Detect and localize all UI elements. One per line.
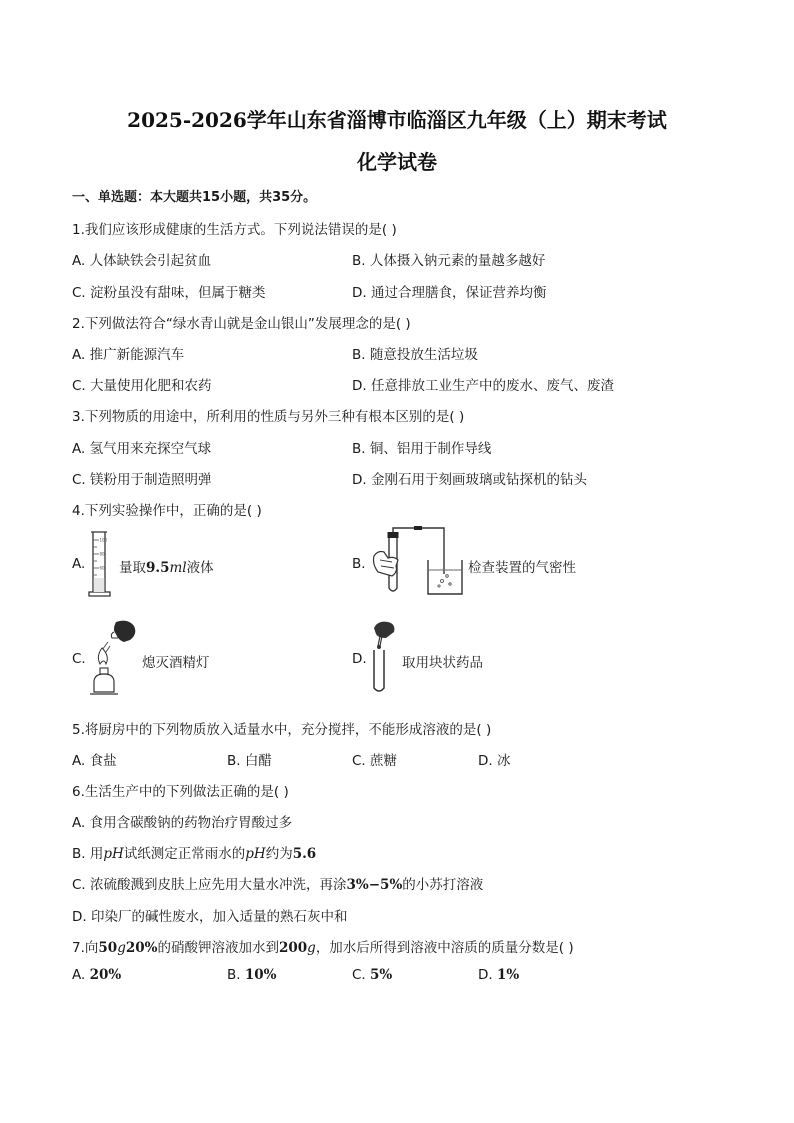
question-7-option-a: A. 20% xyxy=(72,967,122,983)
exam-subtitle: 化学试卷 xyxy=(357,150,437,174)
question-6-option-a: A. 食用含碳酸钠的药物治疗胃酸过多 xyxy=(72,815,293,831)
question-1-option-a: A. 人体缺铁会引起贫血 xyxy=(72,253,212,269)
question-2-option-d: D. 任意排放工业生产中的废水、废气、废渣 xyxy=(352,378,614,394)
question-3-option-d: D. 金刚石用于刻画玻璃或钻探机的钻头 xyxy=(352,472,587,488)
question-3-option-c: C. 镁粉用于制造照明弹 xyxy=(72,472,212,488)
question-4-option-b-letter: B. xyxy=(352,556,366,572)
question-4-option-d-letter: D. xyxy=(352,651,367,667)
question-4-stem: 4.下列实验操作中，正确的是( ) xyxy=(72,503,262,519)
question-4-option-a-letter: A. xyxy=(72,556,86,572)
question-5-option-a: A. 食盐 xyxy=(72,753,117,769)
question-7-option-d: D. 1% xyxy=(478,967,520,983)
question-7-option-b: B. 10% xyxy=(227,967,277,983)
airtightness-check-figure xyxy=(368,526,466,598)
graduated-cylinder-figure xyxy=(86,528,114,600)
question-4-option-c-label: 熄灭酒精灯 xyxy=(142,655,210,671)
question-4-option-c-letter: C. xyxy=(72,651,86,667)
svg-text:100: 100 xyxy=(99,537,108,543)
question-1-stem: 1.我们应该形成健康的生活方式。下列说法错误的是( ) xyxy=(72,222,397,238)
question-2-option-c: C. 大量使用化肥和农药 xyxy=(72,378,212,394)
question-4-option-b-label: 检查装置的气密性 xyxy=(468,560,576,576)
question-6-stem: 6.生活生产中的下列做法正确的是( ) xyxy=(72,784,289,800)
solid-reagent-figure xyxy=(366,618,402,696)
question-1-option-b: B. 人体摄入钠元素的量越多越好 xyxy=(352,253,546,269)
question-3-option-b: B. 铜、铝用于制作导线 xyxy=(352,441,492,457)
question-1-option-c: C. 淀粉虽没有甜味，但属于糖类 xyxy=(72,285,266,301)
svg-text:80: 80 xyxy=(99,551,105,557)
question-3-stem: 3.下列物质的用途中，所利用的性质与另外三种有根本区别的是( ) xyxy=(72,409,465,425)
question-7-option-c: C. 5% xyxy=(352,967,393,983)
question-6-option-d: D. 印染厂的碱性废水，加入适量的熟石灰中和 xyxy=(72,909,348,925)
question-2-option-b: B. 随意投放生活垃圾 xyxy=(352,347,478,363)
question-5-option-c: C. 蔗糖 xyxy=(352,753,398,769)
alcohol-lamp-figure xyxy=(88,618,140,698)
question-5-option-b: B. 白醋 xyxy=(227,753,272,769)
question-7-stem: 7.向50g20%的硝酸钾溶液加水到200g，加水后所得到溶液中溶质的质量分数是( ) xyxy=(72,940,574,956)
question-2-stem: 2.下列做法符合“绿水青山就是金山银山”发展理念的是( ) xyxy=(72,316,411,332)
question-2-option-a: A. 推广新能源汽车 xyxy=(72,347,185,363)
question-6-option-c: C. 浓硫酸溅到皮肤上应先用大量水冲洗，再涂3%−5%的小苏打溶液 xyxy=(72,877,484,893)
question-3-option-a: A. 氢气用来充探空气球 xyxy=(72,441,212,457)
question-4-option-d-label: 取用块状药品 xyxy=(402,655,483,671)
section-heading: 一、单选题：本大题共15小题，共35分。 xyxy=(72,190,317,205)
question-5-option-d: D. 冰 xyxy=(478,753,511,769)
question-6-option-b: B. 用pH试纸测定正常雨水的pH约为5.6 xyxy=(72,846,317,862)
question-4-option-a-label: 量取9.5ml液体 xyxy=(119,560,214,576)
question-1-option-d: D. 通过合理膳食，保证营养均衡 xyxy=(352,285,547,301)
exam-title: 2025-2026学年山东省淄博市临淄区九年级（上）期末考试 xyxy=(127,108,667,132)
question-5-stem: 5.将厨房中的下列物质放入适量水中，充分搅拌，不能形成溶液的是( ) xyxy=(72,722,492,738)
svg-text:60: 60 xyxy=(99,565,105,571)
